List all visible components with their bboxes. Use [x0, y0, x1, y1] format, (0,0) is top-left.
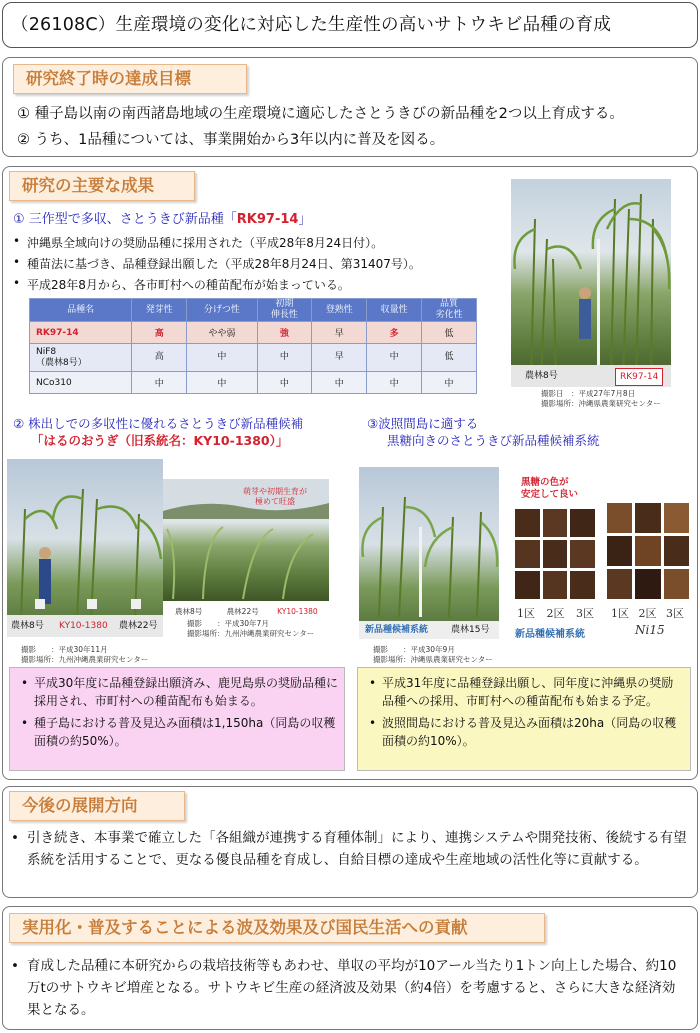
- caption-line: 撮影日 ：平成27年7月8日: [541, 389, 636, 398]
- variety-comparison-table: [29, 298, 477, 394]
- table-row: [30, 322, 477, 344]
- table-cell: 早: [312, 344, 367, 372]
- table-cell: 中: [367, 344, 422, 372]
- sugar-name-label: Ni15: [635, 623, 665, 637]
- kb-photo-2: [163, 479, 329, 601]
- caption-line: 撮影場所：九州沖縄農業研究センター: [21, 655, 149, 664]
- plot-label: 3区: [576, 607, 594, 620]
- sugar-name-label: 新品種候補系統: [515, 629, 585, 640]
- results-section: [2, 166, 698, 780]
- impact-text: • 育成した品種に本研究からの栽培技術等もあわせ、単収の平均が10アール当たり1トン向上した場合、約10万tのサトウキビ増産となる。サトウキビ生産の経済波及効果（約4倍）を考慮すると、さらに大きな経済効果となる。: [27, 955, 687, 1021]
- table-cell: 低: [422, 344, 477, 372]
- plot-label: 1区: [611, 607, 629, 620]
- sugar-note-line: 黒糖の色が: [521, 477, 569, 488]
- sugar-block: [543, 571, 568, 599]
- result3-note: • 波照間島における普及見込み面積は20ha（同島の収穫面積の約10%）。: [366, 714, 684, 750]
- table-cell: 中: [187, 372, 257, 394]
- table-cell: 中: [257, 344, 312, 372]
- caption-line: 撮影場所：沖縄県農業研究センター: [541, 399, 661, 408]
- caption-line: 撮影場所：沖縄県農業研究センター: [373, 655, 493, 664]
- photo-label-strip: [359, 621, 499, 639]
- caption-line: 撮影場所：九州沖縄農業研究センター: [187, 629, 315, 638]
- goal-item-1: ① 種子島以南の南西諸島地域の生産環境に適応したさとうきびの新品種を2つ以上育成する。: [17, 106, 624, 122]
- result2-title-line2: 「はるのおうぎ（旧系統名：KY10-1380）」: [31, 433, 289, 448]
- photo-label: 農林15号: [451, 625, 490, 635]
- sugar-block: [515, 571, 540, 599]
- table-cell: 中: [187, 344, 257, 372]
- table-cell: 多: [367, 322, 422, 344]
- sugar-block: [635, 503, 660, 533]
- sugar-blocks-ni15: [607, 503, 689, 599]
- future-text: • 引き続き、本事業で確立した「各組織が連携する育種体制」により、連携システムや開発技術、後続する有望系統を活用することで、更なる優良品種を育成し、自給目標の達成や生産地域の活性化等に貢献する。: [27, 827, 687, 871]
- photo-label: 農林8号: [525, 371, 558, 381]
- sugar-block: [607, 569, 632, 599]
- result1-bullet: • 沖縄県全域向けの奨励品種に採用された（平成28年8月24日付）。: [27, 234, 383, 251]
- rk97-14-photo: [511, 179, 671, 387]
- sugar-block: [664, 569, 689, 599]
- table-cell: RK97-14: [30, 322, 132, 344]
- table-header: 分げつ性: [187, 299, 257, 322]
- growth-note: [243, 487, 307, 507]
- result1-variety: RK97-14: [236, 212, 299, 227]
- caption-line: 撮影 ：平成30年9月: [373, 645, 455, 654]
- result3-title: [367, 415, 600, 449]
- growth-note-line: 極めて旺盛: [255, 497, 295, 506]
- table-cell: 中: [257, 372, 312, 394]
- photo-caption: [541, 389, 661, 409]
- table-header-row: [30, 299, 477, 322]
- photo-label: 農林22号: [119, 621, 158, 631]
- sugar-block: [543, 540, 568, 568]
- table-cell: NiF8 （農林8号）: [30, 344, 132, 372]
- photo-label: 新品種候補系統: [365, 625, 429, 635]
- results-heading: 研究の主要な成果: [9, 171, 195, 201]
- table-header: 品質 劣化性: [422, 299, 477, 322]
- growth-note-line: 萌芽や初期生育が: [243, 487, 307, 496]
- goal-section: [2, 57, 698, 157]
- photo-label: 農林8号: [175, 607, 203, 616]
- photo-label: RK97-14: [615, 368, 663, 386]
- hateruma-photo: [359, 467, 499, 639]
- result1-bullet: • 平成28年8月から、各市町村への種苗配布が始まっている。: [27, 276, 350, 293]
- photo-label: 農林8号: [11, 621, 44, 631]
- photo-caption: [373, 645, 493, 665]
- sugar-block: [570, 540, 595, 568]
- sugar-blocks-candidate: [515, 509, 595, 599]
- goal-heading: 研究終了時の達成目標: [13, 64, 247, 94]
- table-cell: 早: [312, 322, 367, 344]
- table-cell: 中: [367, 372, 422, 394]
- plot-label: 2区: [638, 607, 657, 620]
- sugar-block: [570, 571, 595, 599]
- sugar-plot-labels: [611, 605, 684, 621]
- table-header: 発芽性: [132, 299, 187, 322]
- plot-label: 3区: [666, 607, 684, 620]
- sugar-block: [607, 503, 632, 533]
- sugarcane-illustration: [511, 179, 671, 387]
- table-header: 登熟性: [312, 299, 367, 322]
- sugar-block: [635, 569, 660, 599]
- table-header: 初期 伸長性: [257, 299, 312, 322]
- result1-bullet: • 種苗法に基づき、品種登録出願した（平成28年8月24日、第31407号）。: [27, 255, 421, 272]
- page-title: （26108C）生産環境の変化に対応した生産性の高いサトウキビ品種の育成: [2, 2, 698, 48]
- photo-labels: [175, 607, 318, 617]
- table-cell: NCo310: [30, 372, 132, 394]
- table-cell: 中: [422, 372, 477, 394]
- sugar-block: [515, 509, 540, 537]
- photo-caption: [21, 645, 148, 665]
- sugar-block: [664, 503, 689, 533]
- table-cell: 高: [132, 322, 187, 344]
- sugar-note-line: 安定して良い: [521, 489, 579, 500]
- result2-note: • 種子島における普及見込み面積は1,150ha（同島の収穫面積の約50%）。: [18, 714, 338, 750]
- sugarcane-illustration: [7, 459, 163, 637]
- table-cell: 強: [257, 322, 312, 344]
- plot-label: 2区: [546, 607, 565, 620]
- result1-title: [13, 208, 311, 227]
- future-heading: 今後の展開方向: [9, 791, 185, 821]
- table-cell: やや弱: [187, 322, 257, 344]
- goal-item-2: ② うち、1品種については、事業開始から3年以内に普及を図る。: [17, 132, 445, 148]
- sugar-block: [664, 536, 689, 566]
- table-row: [30, 372, 477, 394]
- photo-label: KY10-1380: [59, 621, 108, 631]
- sugar-block: [570, 509, 595, 537]
- result1-title-prefix: ① 三作型で多収、さとうきび新品種「: [13, 212, 237, 227]
- result3-title-line2: 黒糖向きのさとうきび新品種候補系統: [387, 433, 600, 448]
- result3-notes: [357, 667, 691, 771]
- sugar-plot-labels: [517, 605, 594, 621]
- kb-photo-1: [7, 459, 163, 637]
- plot-label: 1区: [517, 607, 535, 620]
- photo-label: KY10-1380: [277, 607, 318, 616]
- result2-notes: [9, 667, 345, 771]
- result3-note: • 平成31年度に品種登録出願し、同年度に沖縄県の奨励品種への採用、市町村への種苗配布も始まる予定。: [366, 674, 684, 710]
- result3-title-line1: ③波照間島に適する: [367, 416, 479, 431]
- sugar-block: [543, 509, 568, 537]
- sugar-note: [521, 477, 578, 501]
- result2-note: • 平成30年度に品種登録出願済み、鹿児島県の奨励品種に採用され、市町村への種苗配布も始まる。: [18, 674, 338, 710]
- sugar-block: [635, 536, 660, 566]
- table-header: 品種名: [30, 299, 132, 322]
- table-cell: 中: [132, 372, 187, 394]
- future-section: [2, 786, 698, 898]
- photo-caption: [187, 619, 314, 639]
- impact-section: [2, 906, 698, 1030]
- table-cell: 高: [132, 344, 187, 372]
- photo-label-strip: [511, 365, 671, 387]
- impact-heading: 実用化・普及することによる波及効果及び国民生活への貢献: [9, 913, 545, 943]
- sugar-block: [607, 536, 632, 566]
- table-row: [30, 344, 477, 372]
- photo-label-strip: [7, 615, 163, 637]
- photo-label: 農林22号: [226, 607, 259, 616]
- result1-title-suffix: 」: [298, 212, 312, 227]
- table-header: 収量性: [367, 299, 422, 322]
- sugar-block: [515, 540, 540, 568]
- table-cell: 中: [312, 372, 367, 394]
- result2-title-line1: ② 株出しでの多収性に優れるさとうきび新品種候補: [13, 416, 304, 431]
- result2-title: [13, 415, 303, 449]
- sugarcane-illustration: [359, 467, 499, 639]
- caption-line: 撮影 ：平成30年11月: [21, 645, 108, 654]
- table-cell: 低: [422, 322, 477, 344]
- caption-line: 撮影 ：平成30年7月: [187, 619, 269, 628]
